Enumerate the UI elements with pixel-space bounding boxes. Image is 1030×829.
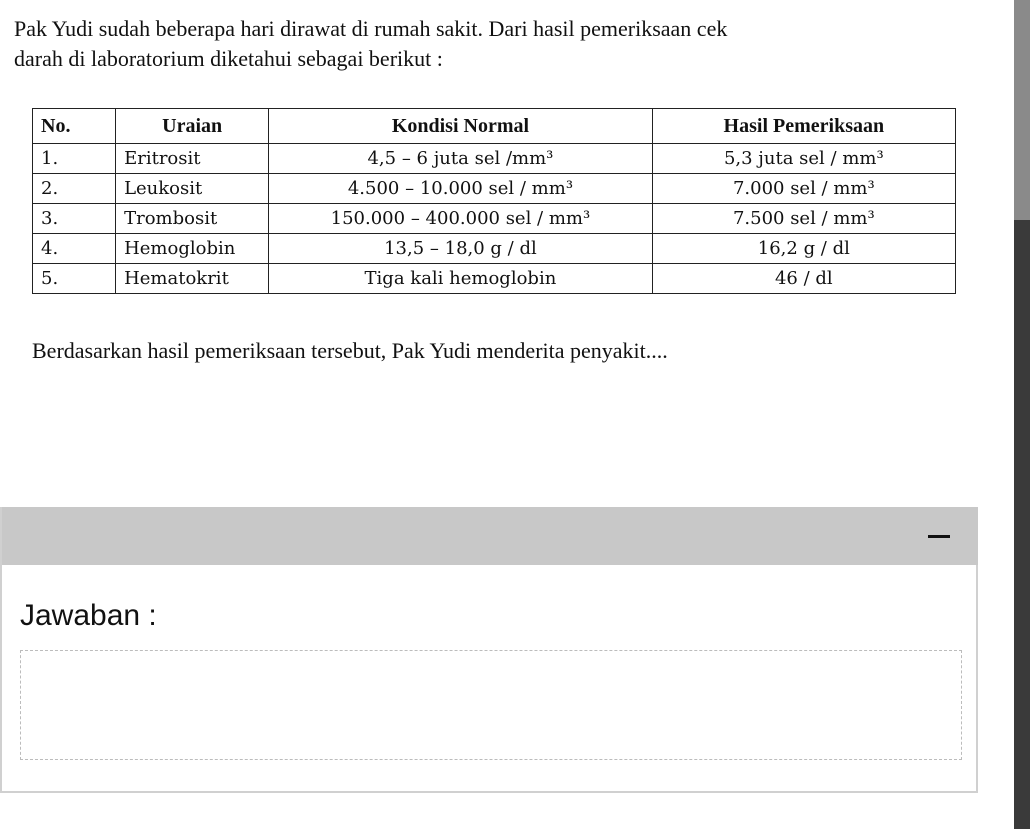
- cell-hasil: 16,2 g / dl: [652, 234, 955, 264]
- answer-panel: [0, 507, 978, 793]
- minus-icon: [928, 535, 950, 538]
- cell-normal: Tiga kali hemoglobin: [269, 264, 652, 294]
- cell-normal: 4,5 – 6 juta sel /mm³: [269, 144, 652, 174]
- cell-no: 5.: [33, 264, 116, 294]
- cell-no: 3.: [33, 204, 116, 234]
- table-row: [33, 174, 956, 204]
- cell-hasil: 46 / dl: [652, 264, 955, 294]
- cell-hasil: 7.000 sel / mm³: [652, 174, 955, 204]
- question-intro: [14, 14, 974, 74]
- cell-uraian: Hemoglobin: [116, 234, 269, 264]
- table-row: [33, 264, 956, 294]
- cell-no: 1.: [33, 144, 116, 174]
- answer-panel-header: [2, 507, 978, 565]
- header-no: No.: [33, 109, 116, 144]
- cell-normal: 150.000 – 400.000 sel / mm³: [269, 204, 652, 234]
- table-row: [33, 204, 956, 234]
- header-kondisi-normal: Kondisi Normal: [269, 109, 652, 144]
- question-text: Berdasarkan hasil pemeriksaan tersebut, Pak Yudi menderita penyakit....: [32, 338, 668, 363]
- cell-uraian: Leukosit: [116, 174, 269, 204]
- cell-no: 2.: [33, 174, 116, 204]
- cell-uraian: Trombosit: [116, 204, 269, 234]
- answer-label: Jawaban :: [20, 599, 157, 632]
- table-row: [33, 144, 956, 174]
- answer-input[interactable]: [20, 650, 962, 760]
- table-header-row: [33, 109, 956, 144]
- lab-results-table: [32, 108, 956, 294]
- cell-normal: 4.500 – 10.000 sel / mm³: [269, 174, 652, 204]
- intro-line-2: darah di laboratorium diketahui sebagai berikut :: [14, 46, 443, 71]
- table-row: [33, 234, 956, 264]
- intro-line-1: Pak Yudi sudah beberapa hari dirawat di rumah sakit. Dari hasil pemeriksaan cek: [14, 16, 728, 41]
- cell-normal: 13,5 – 18,0 g / dl: [269, 234, 652, 264]
- window-edge-top: [1014, 0, 1030, 220]
- header-hasil-pemeriksaan: Hasil Pemeriksaan: [652, 109, 955, 144]
- cell-no: 4.: [33, 234, 116, 264]
- cell-hasil: 5,3 juta sel / mm³: [652, 144, 955, 174]
- cell-hasil: 7.500 sel / mm³: [652, 204, 955, 234]
- cell-uraian: Eritrosit: [116, 144, 269, 174]
- cell-uraian: Hematokrit: [116, 264, 269, 294]
- header-uraian: Uraian: [116, 109, 269, 144]
